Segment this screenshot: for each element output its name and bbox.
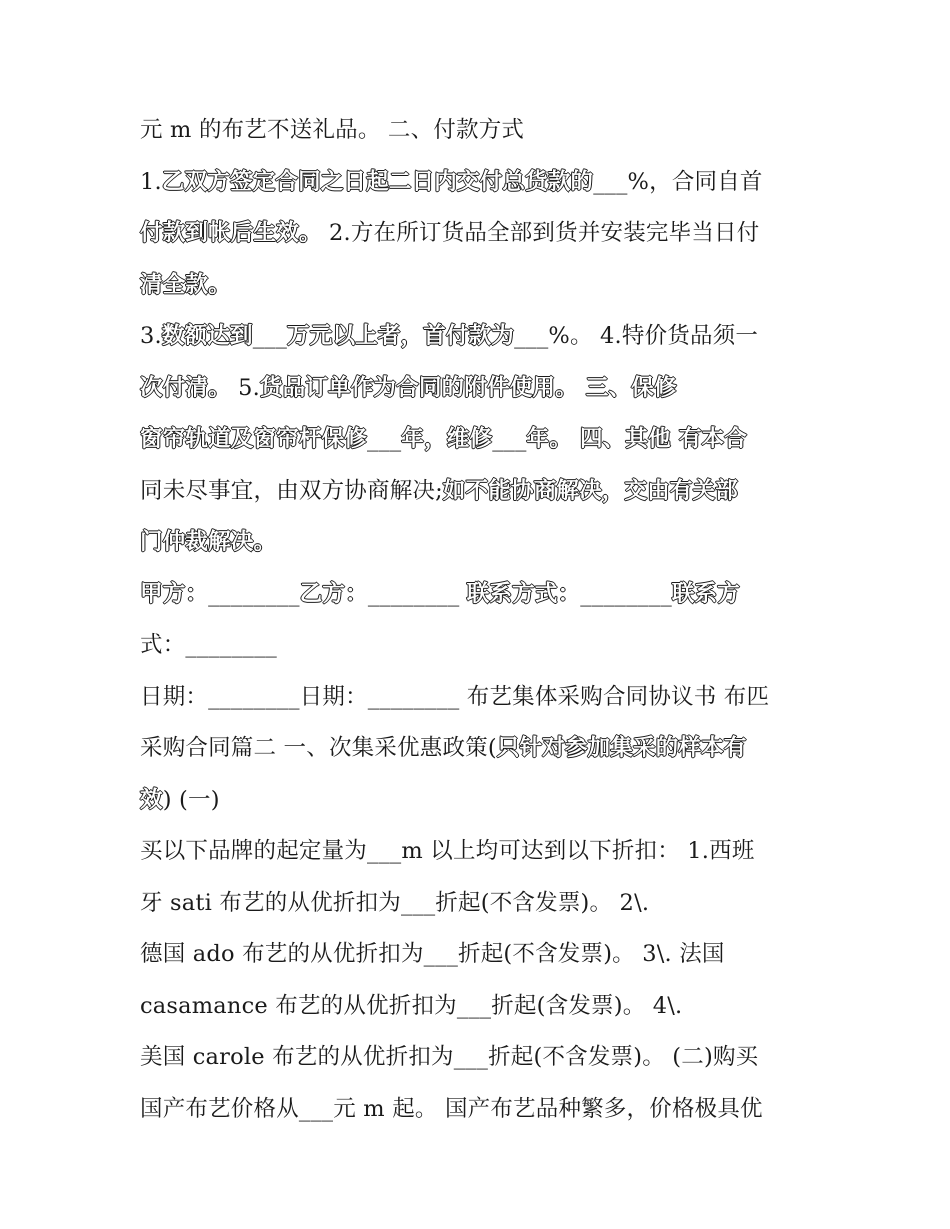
text-line bbox=[140, 726, 840, 778]
text-line bbox=[140, 108, 840, 160]
outlined-text-run: 效 bbox=[140, 786, 163, 813]
text-line bbox=[140, 623, 840, 675]
text-line bbox=[140, 829, 840, 881]
outlined-text-run: 年。 四、其他 有本合 bbox=[526, 426, 747, 452]
text-run: 买以下品牌的起定量为___m 以上均可达到以下折扣： 1.西班 bbox=[140, 838, 755, 864]
text-run: 2.方在所订货品全部到货并安装完毕当日付 bbox=[321, 220, 760, 246]
outlined-text-run: 清全款。 bbox=[140, 271, 231, 298]
text-line bbox=[140, 160, 840, 212]
text-run: 美国 carole 布艺的从优折扣为___折起(不含发票)。 (二)购买 bbox=[140, 1044, 759, 1070]
contract-text bbox=[140, 108, 840, 1138]
text-run: 日期：________日期：________ 布艺集体采购合同协议书 布匹 bbox=[140, 683, 770, 710]
text-line bbox=[140, 1087, 840, 1139]
text-line bbox=[140, 469, 840, 521]
outlined-text-run: 次付清。 bbox=[140, 374, 231, 401]
text-run: 采购合同篇二 一、次集采优惠政策( bbox=[140, 735, 497, 761]
text-run: ________ bbox=[367, 580, 467, 607]
outlined-text-run: 年，维修 bbox=[401, 426, 493, 452]
text-run: 同未尽事宜，由双方协商解决; bbox=[140, 477, 443, 504]
text-line bbox=[140, 984, 840, 1036]
text-run: 元 m 的布艺不送礼品。 二、付款方式 bbox=[140, 117, 525, 143]
text-run: ________ bbox=[208, 580, 300, 607]
text-run: ___%。 4.特价货品须一 bbox=[514, 323, 759, 349]
text-run: ) (一) bbox=[162, 786, 220, 813]
outlined-text-run: 万元以上者，首付款为 bbox=[287, 323, 515, 349]
text-run: 1. bbox=[140, 168, 162, 195]
text-run: 式：________ bbox=[140, 632, 278, 658]
outlined-text-run: 付款到帐后生效。 bbox=[140, 220, 322, 246]
outlined-text-run: 联系方 bbox=[671, 580, 741, 607]
text-run: ________ bbox=[580, 580, 672, 607]
outlined-text-run: 门仲裁解决。 bbox=[140, 529, 277, 555]
text-line bbox=[140, 520, 840, 572]
text-run: 5. bbox=[230, 374, 261, 401]
text-run: casamance 布艺的从优折扣为___折起(含发票)。 4\. bbox=[140, 992, 683, 1019]
text-run: 德国 ado 布艺的从优折扣为___折起(不含发票)。 3\. 法国 bbox=[140, 941, 725, 967]
text-run: ___ bbox=[252, 323, 288, 349]
outlined-text-run: 窗帘轨道及窗帘杆保修 bbox=[140, 426, 368, 452]
text-line bbox=[140, 314, 840, 366]
outlined-text-run: 货品订单作为合同的附件使用。 三、保修 bbox=[260, 374, 677, 401]
outlined-text-run: 如不能协商解决，交由有关部 bbox=[442, 477, 738, 504]
text-line bbox=[140, 932, 840, 984]
outlined-text-run: 数额达到 bbox=[161, 323, 253, 349]
text-line bbox=[140, 778, 840, 830]
text-run: ___ bbox=[367, 426, 402, 452]
text-line bbox=[140, 881, 840, 933]
text-line bbox=[140, 1035, 840, 1087]
text-line bbox=[140, 572, 840, 624]
outlined-text-run: 乙双方签定合同之日起二日内交付总货款的 bbox=[161, 168, 594, 195]
text-line bbox=[140, 263, 840, 315]
text-run: ___%，合同自首 bbox=[593, 168, 763, 195]
text-line bbox=[140, 417, 840, 469]
outlined-text-run: 联系方式： bbox=[466, 580, 581, 607]
text-line bbox=[140, 211, 840, 263]
text-line bbox=[140, 366, 840, 418]
outlined-text-run: 甲方： bbox=[140, 580, 209, 607]
text-run: 国产布艺价格从___元 m 起。 国产布艺品种繁多，价格极具优 bbox=[140, 1095, 763, 1122]
text-run: 3. bbox=[140, 323, 162, 349]
text-run: 牙 sati 布艺的从优折扣为___折起(不含发票)。 2\. bbox=[140, 889, 650, 916]
text-line bbox=[140, 675, 840, 727]
text-run: ___ bbox=[492, 426, 527, 452]
outlined-text-run: 只针对参加集采的样本有 bbox=[496, 735, 747, 761]
outlined-text-run: 乙方： bbox=[299, 580, 368, 607]
